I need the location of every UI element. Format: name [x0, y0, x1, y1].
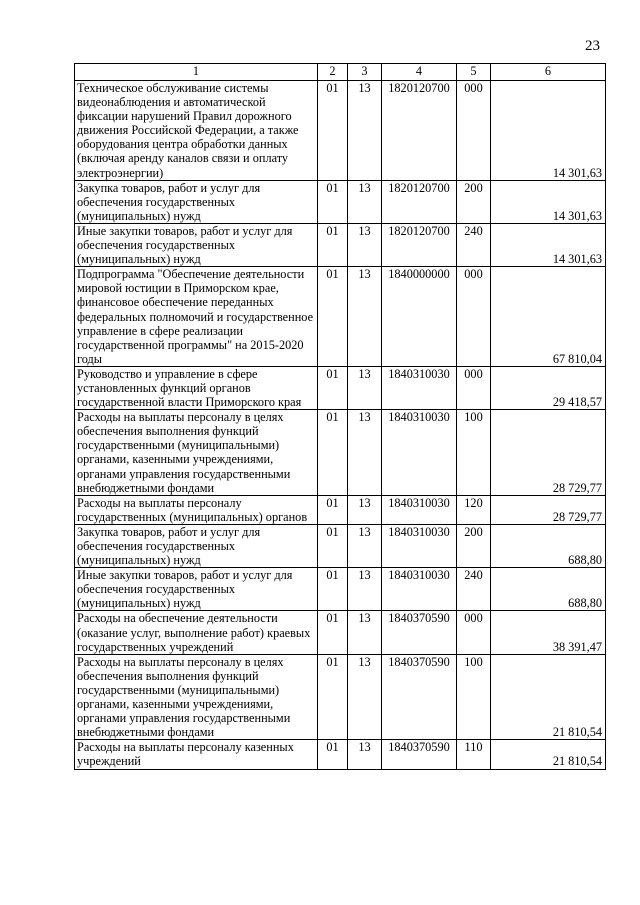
- row-code-2: 01: [318, 81, 348, 181]
- column-header-4: 4: [382, 64, 457, 81]
- row-code-5: 100: [457, 654, 491, 740]
- row-name: Руководство и управление в сфере установленных функций органов государственной власти Приморского края: [75, 366, 318, 409]
- table-row: [75, 410, 606, 496]
- row-amount: 688,80: [491, 568, 606, 611]
- row-code-2: 01: [318, 267, 348, 367]
- row-amount: 28 729,77: [491, 410, 606, 496]
- row-name: Закупка товаров, работ и услуг для обеспечения государственных (муниципальных) нужд: [75, 180, 318, 223]
- row-name: Расходы на выплаты персоналу государственных (муниципальных) органов: [75, 495, 318, 524]
- row-code-3: 13: [348, 180, 382, 223]
- row-code-4: 1840310030: [382, 524, 457, 567]
- row-code-3: 13: [348, 611, 382, 654]
- table-row: [75, 223, 606, 266]
- row-code-2: 01: [318, 180, 348, 223]
- row-code-5: 000: [457, 267, 491, 367]
- row-code-4: 1840310030: [382, 495, 457, 524]
- row-code-2: 01: [318, 366, 348, 409]
- table-row: [75, 524, 606, 567]
- row-name: Техническое обслуживание системы видеонаблюдения и автоматической фиксации нарушений Правил дорожного движения Российской Федерации, а также оборудования центра обработки данных (включая аренду каналов связи и оплату электроэнергии): [75, 81, 318, 181]
- row-code-3: 13: [348, 223, 382, 266]
- row-code-2: 01: [318, 495, 348, 524]
- table-body: [75, 81, 606, 770]
- row-code-4: 1840370590: [382, 740, 457, 769]
- table-row: [75, 740, 606, 769]
- table-row: [75, 611, 606, 654]
- table-header: [75, 64, 606, 81]
- row-code-5: 120: [457, 495, 491, 524]
- row-amount: 14 301,63: [491, 81, 606, 181]
- row-code-3: 13: [348, 568, 382, 611]
- row-name: Иные закупки товаров, работ и услуг для обеспечения государственных (муниципальных) нужд: [75, 568, 318, 611]
- row-code-5: 110: [457, 740, 491, 769]
- row-name: Расходы на обеспечение деятельности (оказание услуг, выполнение работ) краевых государственных учреждений: [75, 611, 318, 654]
- row-code-5: 200: [457, 180, 491, 223]
- row-code-2: 01: [318, 524, 348, 567]
- row-amount: 21 810,54: [491, 654, 606, 740]
- row-amount: 14 301,63: [491, 223, 606, 266]
- row-name: Подпрограмма "Обеспечение деятельности мировой юстиции в Приморском крае, финансовое обеспечение переданных федеральных полномочий и государственное управление в сфере реализации государственной программы" на 2015-2020 годы: [75, 267, 318, 367]
- row-code-4: 1840370590: [382, 654, 457, 740]
- row-amount: 14 301,63: [491, 180, 606, 223]
- row-code-5: 240: [457, 568, 491, 611]
- row-code-4: 1840310030: [382, 366, 457, 409]
- column-header-5: 5: [457, 64, 491, 81]
- row-code-2: 01: [318, 611, 348, 654]
- row-code-4: 1820120700: [382, 81, 457, 181]
- row-amount: 29 418,57: [491, 366, 606, 409]
- row-name: Расходы на выплаты персоналу в целях обеспечения выполнения функций государственными (муниципальными) органами, казенными учреждениями, органами управления государственными внебюджетными фондами: [75, 654, 318, 740]
- row-code-3: 13: [348, 267, 382, 367]
- row-code-5: 100: [457, 410, 491, 496]
- table-row: [75, 654, 606, 740]
- column-header-2: 2: [318, 64, 348, 81]
- row-amount: 688,80: [491, 524, 606, 567]
- table-row: [75, 81, 606, 181]
- table-row: [75, 180, 606, 223]
- row-code-5: 000: [457, 366, 491, 409]
- row-code-4: 1840310030: [382, 410, 457, 496]
- row-code-4: 1820120700: [382, 223, 457, 266]
- table-row: [75, 267, 606, 367]
- row-code-5: 000: [457, 611, 491, 654]
- row-code-2: 01: [318, 410, 348, 496]
- row-code-5: 200: [457, 524, 491, 567]
- row-name: Расходы на выплаты персоналу в целях обеспечения выполнения функций государственными (муниципальными) органами, казенными учреждениями, органами управления государственными внебюджетными фондами: [75, 410, 318, 496]
- row-code-3: 13: [348, 410, 382, 496]
- row-code-5: 240: [457, 223, 491, 266]
- column-header-6: 6: [491, 64, 606, 81]
- row-amount: 21 810,54: [491, 740, 606, 769]
- row-code-3: 13: [348, 366, 382, 409]
- row-amount: 67 810,04: [491, 267, 606, 367]
- row-code-4: 1840310030: [382, 568, 457, 611]
- row-amount: 38 391,47: [491, 611, 606, 654]
- row-code-3: 13: [348, 654, 382, 740]
- row-code-2: 01: [318, 654, 348, 740]
- row-code-2: 01: [318, 740, 348, 769]
- row-code-2: 01: [318, 223, 348, 266]
- row-code-2: 01: [318, 568, 348, 611]
- row-code-4: 1840370590: [382, 611, 457, 654]
- row-code-3: 13: [348, 524, 382, 567]
- row-amount: 28 729,77: [491, 495, 606, 524]
- table-row: [75, 366, 606, 409]
- row-code-3: 13: [348, 495, 382, 524]
- table-row: [75, 568, 606, 611]
- row-code-3: 13: [348, 740, 382, 769]
- page-number: 23: [585, 38, 600, 54]
- table-row: [75, 495, 606, 524]
- row-name: Закупка товаров, работ и услуг для обеспечения государственных (муниципальных) нужд: [75, 524, 318, 567]
- row-code-5: 000: [457, 81, 491, 181]
- row-code-4: 1840000000: [382, 267, 457, 367]
- row-name: Расходы на выплаты персоналу казенных учреждений: [75, 740, 318, 769]
- row-name: Иные закупки товаров, работ и услуг для обеспечения государственных (муниципальных) нужд: [75, 223, 318, 266]
- column-header-1: 1: [75, 64, 318, 81]
- budget-table: [74, 63, 606, 770]
- column-header-3: 3: [348, 64, 382, 81]
- row-code-4: 1820120700: [382, 180, 457, 223]
- row-code-3: 13: [348, 81, 382, 181]
